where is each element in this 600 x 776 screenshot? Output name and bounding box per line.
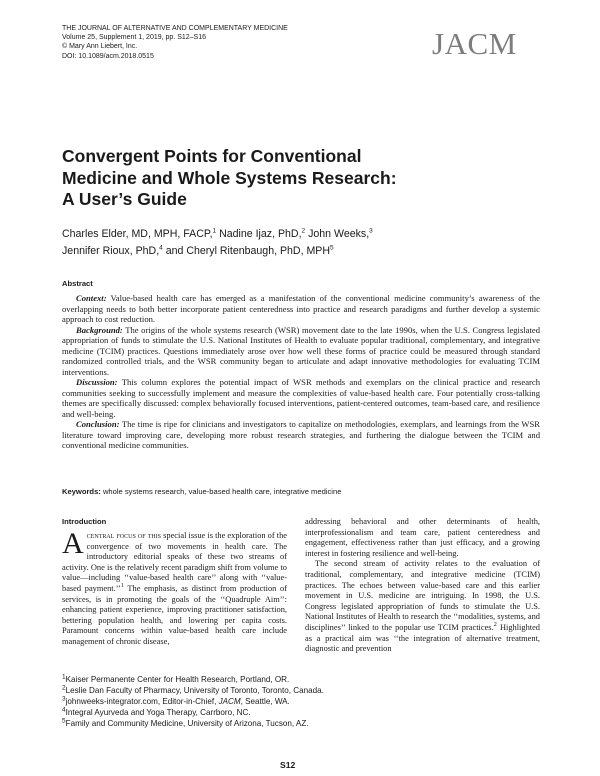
footnote-marker: 5	[62, 717, 66, 725]
body-column-left	[62, 527, 287, 648]
body-column-right	[305, 517, 540, 655]
journal-header	[62, 24, 288, 61]
author-name: John Weeks,	[305, 228, 370, 240]
affiliation-footnotes	[62, 674, 542, 729]
intro-paragraph-2	[305, 559, 540, 654]
abstract-background	[62, 325, 540, 378]
doi-link[interactable]: DOI: 10.1089/acm.2018.0515	[62, 52, 154, 60]
author-line-2	[62, 243, 542, 260]
footnote-marker: 2	[62, 684, 66, 692]
author-name: Nadine Ijaz, PhD,	[216, 228, 302, 240]
discussion-label: Discussion:	[76, 377, 118, 387]
footnote	[62, 674, 542, 685]
author-name: and Cheryl Ritenbaugh, PhD, MPH	[162, 245, 331, 257]
footnote	[62, 696, 542, 707]
affiliation-marker: 4	[159, 244, 163, 252]
footnote-marker: 3	[62, 695, 66, 703]
footnote-text: Leslie Dan Faculty of Pharmacy, University of Toronto, Toronto, Canada.	[65, 686, 324, 696]
footnote	[62, 718, 542, 729]
intro-text-2: The second stream of activity relates to the evaluation of traditional, complementary, and integrative medicine (TCIM) practices. The echoes between value-based care and this earlier movement in U.S. medicine are intriguing. In 1998, the U.S. Congress legislated appropriation of funds to stimulate the U.S. National Institutes of Health to research the ‘‘modalities, systems, and disciplines’’ linked to the popular use TCIM practices.	[305, 559, 540, 632]
journal-logo: JACM	[432, 26, 517, 61]
footnote-text: Integral Ayurveda and Yoga Therapy, Carrboro, NC.	[65, 708, 251, 718]
reference-marker[interactable]: 1	[120, 582, 124, 590]
intro-text-cont: The emphasis, as distinct from production of services, is in promoting the goals of the ‘‘Quadruple Aim’’: enhancing patient experience, improving practitioner satisfaction, bettering population health, and lowering per capita costs. Paramount concerns within value-based health care include management of chronic disease,	[62, 583, 287, 646]
journal-name: THE JOURNAL OF ALTERNATIVE AND COMPLEMENTARY MEDICINE	[62, 25, 288, 32]
title-line-2: Medicine and Whole Systems Research:	[62, 167, 397, 188]
footnote-journal: JACM	[218, 697, 241, 707]
context-text: Value-based health care has emerged as a manifestation of the conventional medicine community’s awareness of the overlapping needs to both better incorporate patient centeredness into practice and research paradigms and further develop a systemic approach to cost reduction.	[62, 293, 540, 324]
abstract-heading: Abstract	[62, 279, 93, 288]
context-label: Context:	[76, 293, 107, 303]
lead-in: central focus of this	[86, 531, 162, 540]
footnote-marker: 4	[62, 706, 66, 714]
author-name: Jennifer Rioux, PhD,	[62, 245, 160, 257]
keywords	[62, 487, 341, 496]
copyright-line: © Mary Ann Liebert, Inc.	[62, 43, 138, 51]
affiliation-marker: 2	[301, 227, 306, 235]
discussion-text: This column explores the potential impact of WSR methods and exemplars on the clinical practice and research communities seeking to successfully implement and measure the complexities of value-based health care. Four potentially cross-talking themes are specifically discussed: complex behaviorally focused interventions, patient-centered outcomes, team-based care, and resilience and well-being.	[62, 377, 540, 419]
intro-paragraph	[62, 527, 287, 648]
title-line-3: A User’s Guide	[62, 189, 187, 209]
background-label: Background:	[76, 324, 123, 335]
footnote-marker: 1	[62, 673, 66, 681]
keywords-label: Keywords:	[62, 487, 101, 496]
page-number: S12	[280, 760, 296, 770]
background-text: The origins of the whole systems research (WSR) movement date to the late 1990s, when the U.S. Congress legislated appropriation of funds to stimulate the U.S. National Institutes of Health to evaluate popular traditional, complementary, and integrative medicine (TCIM) practices. Questions immediately arose over how well these forms of practice could be measured through standard randomized controlled trials, and the WSR community began to articulate and adapt innovative methodologies for evaluating TCIM interventions.	[62, 324, 540, 377]
intro-paragraph-cont: addressing behavioral and other determinants of health, interprofessionalism and team care, patient centeredness and engagement, effectiveness rather than just efficacy, and a growing interest in fostering resilience and well-being.	[305, 517, 540, 558]
keywords-text: whole systems research, value-based health care, integrative medicine	[100, 487, 342, 496]
volume-info: Volume 25, Supplement 1, 2019, pp. S12–S16	[62, 34, 206, 42]
author-name: Charles Elder, MD, MPH, FACP,	[62, 228, 213, 240]
intro-text-2-cont: Highlighted as a practical aim was ‘‘the integration of alternative treatment, diagnostic and prevention	[305, 622, 540, 654]
title-line-1: Convergent Points for Conventional	[62, 146, 362, 166]
affiliation-marker: 1	[212, 227, 217, 235]
introduction-heading: Introduction	[62, 517, 107, 526]
footnote	[62, 707, 542, 718]
affiliation-marker: 3	[369, 227, 373, 235]
author-line-1	[62, 226, 542, 243]
abstract-context	[62, 293, 540, 325]
footnote-text: , Seattle, WA.	[240, 697, 290, 707]
affiliation-marker: 5	[330, 244, 334, 252]
drop-cap: A	[62, 527, 84, 560]
reference-marker[interactable]: 2	[493, 621, 497, 629]
conclusion-text: The time is ripe for clinicians and investigators to capitalize on methodologies, exemplars, and learnings from the WSR literature toward improving care, developing more robust research strategies, and furthering the dialogue between the TCIM and conventional medicine communities.	[62, 419, 540, 450]
footnote-text: Kaiser Permanente Center for Health Research, Portland, OR.	[65, 675, 290, 684]
footnote-text: Family and Community Medicine, University of Arizona, Tucson, AZ.	[65, 719, 309, 729]
abstract-conclusion	[62, 419, 540, 451]
footnote-text: johnweeks-integrator.com, Editor-in-Chief,	[65, 697, 219, 707]
conclusion-label: Conclusion:	[76, 419, 120, 429]
article-title	[62, 146, 402, 211]
intro-text: special issue is the exploration of the convergence of two movements in health care. The introductory editorial speaks of these two streams of activity. One is the relatively recent paradigm shift from volume to value—including ‘‘value-based health care’’ along with ‘‘value-based payment.’’	[62, 531, 287, 593]
author-list	[62, 226, 542, 260]
abstract-body	[62, 293, 540, 451]
abstract-discussion	[62, 377, 540, 419]
footnote	[62, 685, 542, 696]
